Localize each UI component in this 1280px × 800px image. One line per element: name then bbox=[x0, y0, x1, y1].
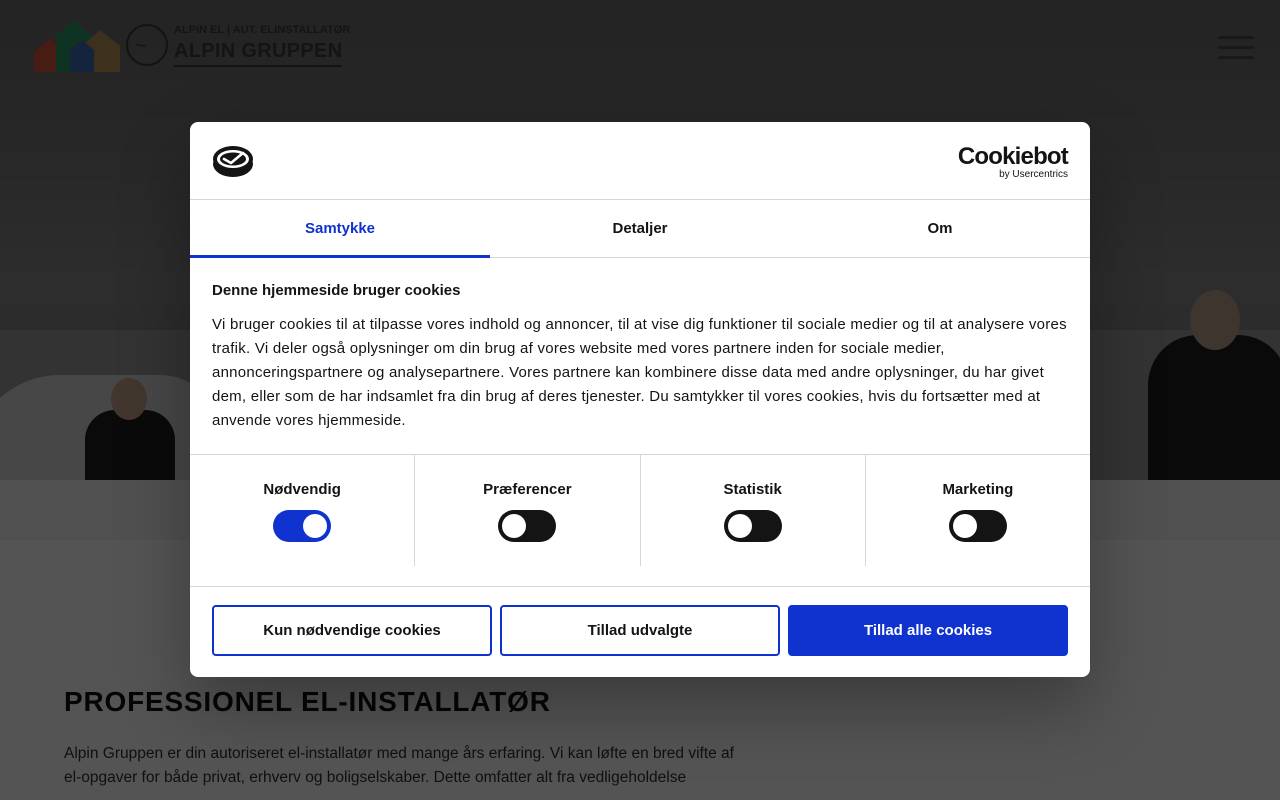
toggle-necessary[interactable] bbox=[273, 510, 331, 542]
toggle-marketing[interactable] bbox=[949, 510, 1007, 542]
toggle-knob bbox=[728, 514, 752, 538]
dialog-header bbox=[190, 122, 1090, 200]
dialog-heading: Denne hjemmeside bruger cookies bbox=[212, 282, 461, 299]
toggle-statistics[interactable] bbox=[724, 510, 782, 542]
dialog-body bbox=[212, 282, 1068, 433]
toggle-label-necessary: Nødvendig bbox=[263, 481, 341, 498]
toggle-label-preferences: Præferencer bbox=[483, 481, 572, 498]
toggle-knob bbox=[953, 514, 977, 538]
toggle-cell-necessary bbox=[190, 455, 415, 566]
necessary-only-button[interactable]: Kun nødvendige cookies bbox=[212, 605, 492, 656]
tab-detaljer[interactable]: Detaljer bbox=[612, 220, 668, 237]
allow-all-button[interactable]: Tillad alle cookies bbox=[788, 605, 1068, 656]
cookie-consent-dialog bbox=[190, 122, 1090, 677]
consent-toggles bbox=[190, 454, 1090, 566]
toggle-preferences[interactable] bbox=[498, 510, 556, 542]
brand-sub: by Usercentrics bbox=[999, 169, 1068, 180]
tab-samtykke[interactable]: Samtykke bbox=[190, 200, 490, 257]
cookie-check-icon bbox=[212, 144, 254, 178]
allow-selected-button[interactable]: Tillad udvalgte bbox=[500, 605, 780, 656]
cookiebot-logo[interactable] bbox=[958, 144, 1068, 181]
toggle-cell-marketing bbox=[866, 455, 1090, 566]
toggle-cell-preferences bbox=[415, 455, 640, 566]
tab-om[interactable]: Om bbox=[927, 220, 953, 237]
brand-name: Cookiebot bbox=[957, 143, 1068, 170]
toggle-label-statistics: Statistik bbox=[723, 481, 782, 498]
toggle-knob bbox=[502, 514, 526, 538]
dialog-footer bbox=[190, 586, 1090, 677]
toggle-cell-statistics bbox=[641, 455, 866, 566]
toggle-label-marketing: Marketing bbox=[942, 481, 1014, 498]
dialog-text: Vi bruger cookies til at tilpasse vores indhold og annoncer, til at vise dig funktioner til sociale medier og til at analysere vores trafik. Vi deler også oplysninger om din brug af vores website med vores partnere inden for sociale medier, annonceringspartnere og analysepartnere. Vores partnere kan kombinere disse data med andre oplysninger, du har givet dem, eller som de har indsamlet fra din brug af deres tjenester. Du samtykker til vores cookies, hvis du fortsætter med at anvende vores hjemmeside. bbox=[212, 316, 1067, 429]
toggle-knob bbox=[303, 514, 327, 538]
dialog-tabs bbox=[190, 200, 1090, 258]
